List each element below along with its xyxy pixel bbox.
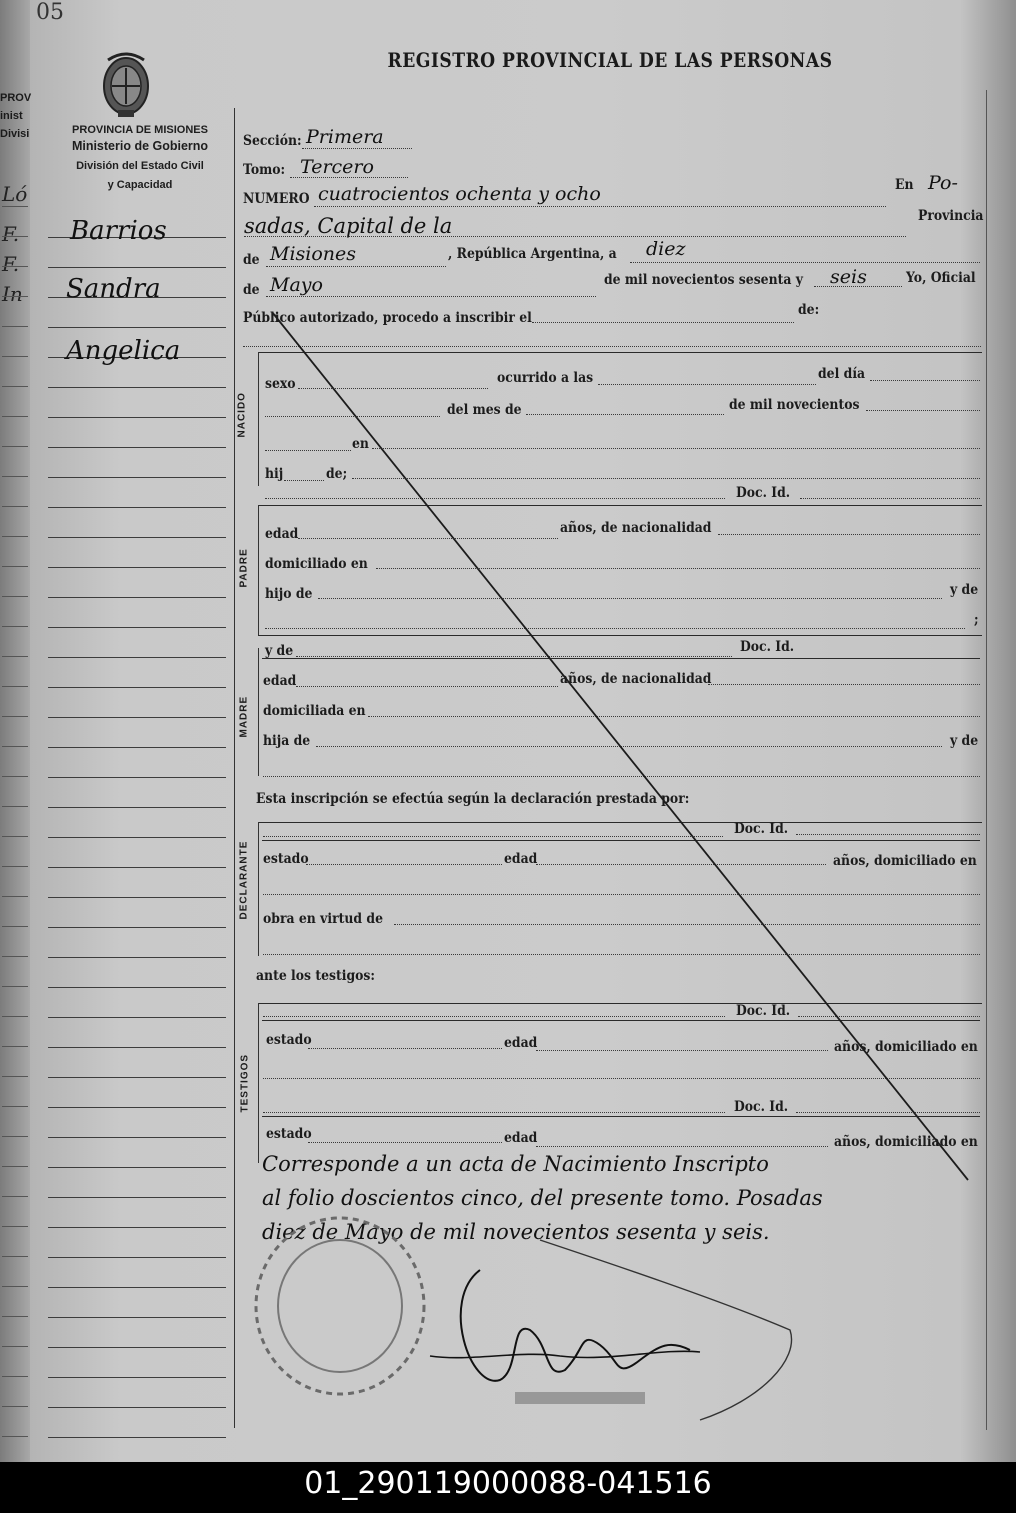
testigo-1-edad-label: edad (504, 1035, 538, 1051)
seccion-value: Primera (306, 126, 384, 148)
nacido-section-label: NACIDO (236, 392, 248, 438)
numero-value: cuatrocientos ochenta y ocho (318, 183, 601, 205)
division-capacity: y Capacidad (107, 179, 173, 191)
strip-text: PROV (0, 92, 32, 104)
madre-y-de-label: y de (265, 643, 294, 659)
de-label-2: de (243, 282, 260, 298)
declarante-estado-label: estado (263, 851, 309, 867)
madre-doc-id-label: Doc. Id. (740, 639, 795, 655)
padre-domiciliado-label: domiciliado en (265, 556, 368, 572)
note-line-3: diez de Mayo de mil novecientos sesenta y seis. (262, 1220, 770, 1244)
strip-script: F. (2, 252, 20, 276)
testigo-1-estado-label: estado (266, 1032, 312, 1048)
numero-label: NUMERO (243, 191, 310, 207)
page-title: REGISTRO PROVINCIAL DE LAS PERSONAS (387, 48, 833, 72)
official-seal-icon (256, 1218, 424, 1394)
en-label: En (895, 177, 914, 193)
provincia-label: Provincia (918, 208, 984, 224)
republica-label: , República Argentina, a (448, 246, 617, 262)
margin-middle-name: Angelica (66, 336, 181, 366)
month-value: Mayo (270, 274, 323, 296)
madre-domiciliada-label: domiciliada en (263, 703, 366, 719)
ministry-name: Ministerio de Gobierno (71, 139, 209, 153)
margin-first-name: Sandra (66, 274, 161, 304)
declarante-doc-id-label: Doc. Id. (734, 821, 789, 837)
padre-y-de-label: y de (950, 582, 979, 598)
mil-novecientos-label: de mil novecientos (729, 397, 860, 413)
testigo-2-estado-label: estado (266, 1126, 312, 1142)
margin-surname: Barrios (70, 216, 167, 246)
declarante-anos-dom-label: años, domiciliado en (833, 853, 977, 869)
seccion-label: Sección: (243, 133, 302, 149)
strip-script: In (2, 282, 23, 306)
testigo-2-edad-label: edad (504, 1130, 538, 1146)
madre-anos-label: años, de nacionalidad (560, 671, 712, 687)
madre-hija-de-label: hija de (263, 733, 311, 749)
oficial-label: Yo, Oficial (906, 270, 976, 286)
madre-y-de-label-2: y de (950, 733, 979, 749)
sexo-label: sexo (265, 376, 296, 392)
hij-label: hij (265, 466, 284, 482)
division-name: División del Estado Civil (76, 160, 204, 172)
padre-edad-label: edad (265, 526, 299, 542)
testigo-1-doc-id-label: Doc. Id. (736, 1003, 791, 1019)
testigos-intro-label: ante los testigos: (256, 968, 375, 984)
strip-script: F. (2, 222, 20, 246)
image-file-label: 01_290119000088-041516 (0, 1462, 1016, 1513)
testigo-1-anos-dom-label: años, domiciliado en (834, 1039, 978, 1055)
city-value: sadas, Capital de la (244, 214, 453, 238)
padre-semicolon: ; (974, 612, 979, 628)
del-dia-label: del día (818, 366, 866, 382)
stamp-mark-icon (515, 1392, 645, 1404)
testigos-section-label: TESTIGOS (239, 1053, 251, 1113)
declaracion-label: Esta inscripción se efectúa según la declaración prestada por: (256, 791, 690, 807)
ocurrido-label: ocurrido a las (497, 370, 594, 386)
day-value: diez (646, 238, 686, 260)
padre-hijo-de-label: hijo de (265, 586, 313, 602)
testigo-2-doc-id-label: Doc. Id. (734, 1099, 789, 1115)
padre-anos-label: años, de nacionalidad (560, 520, 712, 536)
year-label: de mil novecientos sesenta y (604, 272, 803, 288)
del-mes-label: del mes de (447, 402, 522, 418)
strip-script: Ló (2, 182, 28, 206)
en-value: Po- (928, 172, 958, 194)
note-line-2: al folio doscientos cinco, del presente tomo. Posadas (262, 1186, 823, 1210)
province-name: PROVINCIA DE MISIONES (72, 124, 208, 136)
de-semicolon-label: de; (326, 466, 348, 482)
declarante-edad-label: edad (504, 851, 538, 867)
signature-underline-icon (430, 1351, 700, 1357)
province-value: Misiones (270, 243, 357, 265)
de-label: de (243, 252, 260, 268)
declarante-section-label: DECLARANTE (238, 840, 250, 920)
signature-icon (461, 1270, 690, 1381)
madre-edad-label: edad (263, 673, 297, 689)
tomo-value: Tercero (300, 156, 374, 178)
madre-section-label: MADRE (238, 695, 250, 738)
tomo-label: Tomo: (243, 162, 286, 178)
publico-label: Público autorizado, procedo a inscribir el (243, 310, 532, 326)
padre-section-label: PADRE (238, 548, 250, 588)
note-line-1: Corresponde a un acta de Nacimiento Inscripto (262, 1152, 769, 1176)
year-value: seis (830, 266, 867, 288)
strip-text: Divisi (0, 128, 30, 140)
strip-text: inist (0, 110, 23, 122)
en-born-label: en (352, 436, 369, 452)
diagonal-cancel-line (272, 312, 968, 1180)
corner-number: 05 (36, 0, 64, 25)
nacido-doc-id-label: Doc. Id. (736, 485, 791, 501)
testigo-2-anos-dom-label: años, domiciliado en (834, 1134, 978, 1150)
de-colon-label: de: (798, 302, 820, 318)
official-seal-inner-icon (278, 1240, 402, 1372)
declarante-obra-label: obra en virtud de (263, 911, 383, 927)
